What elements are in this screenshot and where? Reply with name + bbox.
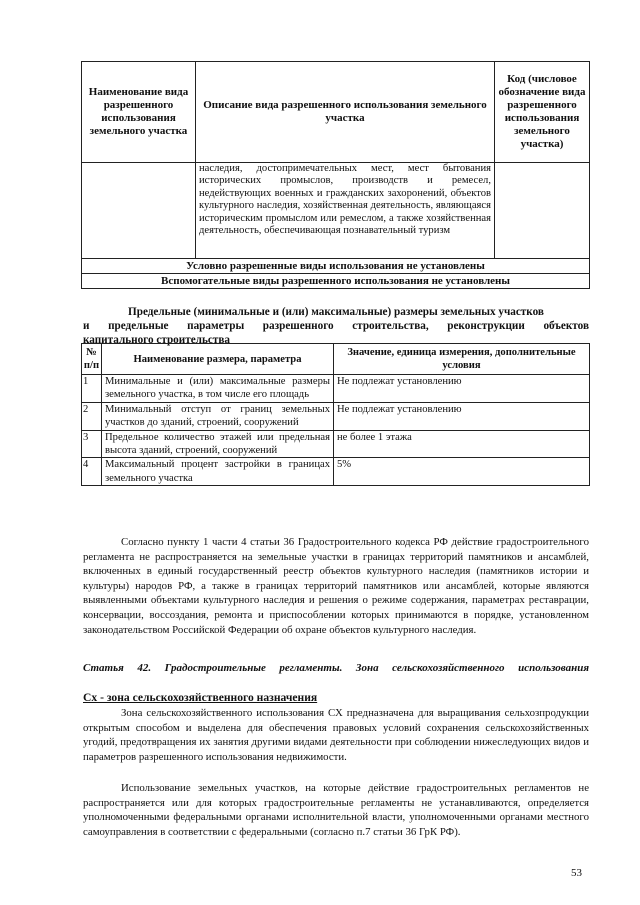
- permitted-use-table: [81, 61, 590, 289]
- limits-heading-line1: Предельные (минимальные и (или) максимальные) размеры земельных участков: [128, 306, 544, 318]
- parameter-value: не более 1 этажа: [334, 430, 590, 458]
- limits-heading-line2: и предельные параметры разрешенного строительства, реконструкции объектов: [83, 320, 589, 332]
- article-42-heading: Статья 42. Градостроительные регламенты. Зона сельскохозяйственного использования: [83, 662, 589, 674]
- parameter-value: 5%: [334, 458, 590, 486]
- table-row: [82, 163, 590, 259]
- table-row: [82, 458, 590, 486]
- use-type-description-header: Описание вида разрешенного использования земельного участка: [196, 62, 495, 163]
- parameter-header: Наименование размера, параметра: [102, 344, 334, 375]
- limits-table: [81, 343, 590, 486]
- row-number: 3: [82, 430, 102, 458]
- parameter-name: Минимальные и (или) максимальные размеры земельного участка, в том числе его площадь: [102, 375, 334, 403]
- zone-description-paragraph: Зона сельскохозяйственного использования СХ предназначена для выращивания сельхозпродукции открытым способом и выделена для обеспечения правовых условий сохранения сельскохозяйственных угодий, предотвращения их занятия другими видами деятельности при соблюдении нижеследующих видов и параметров разрешенного использования недвижимости.: [83, 707, 589, 763]
- number-header: № п/п: [82, 344, 102, 375]
- table-row: [82, 402, 590, 430]
- parameter-name: Минимальный отступ от границ земельных участков до зданий, строений, сооружений: [102, 402, 334, 430]
- use-type-name-cell: [82, 163, 196, 259]
- table-header-row: [82, 62, 590, 163]
- use-type-name-header: Наименование вида разрешенного использования земельного участка: [82, 62, 196, 163]
- row-number: 1: [82, 375, 102, 403]
- conditional-uses-row: [82, 259, 590, 274]
- use-type-description-cell: наследия, достопримечательных мест, мест бытования исторических промыслов, производств и ремесел, недействующих военных и гражданских захоронений, объектов культурного наследия, хозяйственная деятельность, являющаяся историческим промыслом или ремеслом, а также хозяйственная деятельность, обеспечивающая познавательный туризм: [196, 163, 495, 259]
- table-row: [82, 375, 590, 403]
- row-number: 2: [82, 402, 102, 430]
- page-number: 53: [571, 867, 582, 879]
- conditional-uses-text: Условно разрешенные виды использования не установлены: [82, 259, 590, 274]
- parameter-value: Не подлежат установлению: [334, 375, 590, 403]
- limits-table-header: [82, 344, 590, 375]
- limits-heading-line3: капитального строительства: [83, 334, 230, 346]
- value-header: Значение, единица измерения, дополнительные условия: [334, 344, 590, 375]
- parameter-name: Максимальный процент застройки в границах земельного участка: [102, 458, 334, 486]
- zone-heading: Сх - зона сельскохозяйственного назначения: [83, 691, 318, 704]
- article-36-paragraph: Согласно пункту 1 части 4 статьи 36 Градостроительного кодекса РФ действие градостроительного регламента не распространяется на земельные участки в границах территорий памятников и ансамблей, включенных в единый государственный реестр объектов культурного наследия (памятников истории и культуры) народов РФ, а также в границах территорий памятников или ансамблей, которые являются выявленными объектами культурного наследия и решения о режиме содержания, параметрах реставрации, консервации, воссоздания, ремонта и приспособлении которых принимаются в порядке, установленном законодательством Российской Федерации об охране объектов культурного наследия.: [83, 536, 589, 636]
- row-number: 4: [82, 458, 102, 486]
- table-row: [82, 430, 590, 458]
- land-usage-paragraph: Использование земельных участков, на которые действие градостроительных регламентов не распространяется или для которых градостроительные регламенты не устанавливаются, определяется уполномоченными федеральными органами исполнительной власти, уполномоченными органами местного самоуправления в соответствии с федеральными (согласно п.7 статьи 36 ГрК РФ).: [83, 782, 589, 838]
- parameter-value: Не подлежат установлению: [334, 402, 590, 430]
- use-type-code-header: Код (числовое обозначение вида разрешенного использования земельного участка): [495, 62, 590, 163]
- use-type-code-cell: [495, 163, 590, 259]
- auxiliary-uses-text: Вспомогательные виды разрешенного использования не установлены: [82, 274, 590, 289]
- auxiliary-uses-row: [82, 274, 590, 289]
- limits-heading: [83, 305, 589, 347]
- parameter-name: Предельное количество этажей или предельная высота зданий, строений, сооружений: [102, 430, 334, 458]
